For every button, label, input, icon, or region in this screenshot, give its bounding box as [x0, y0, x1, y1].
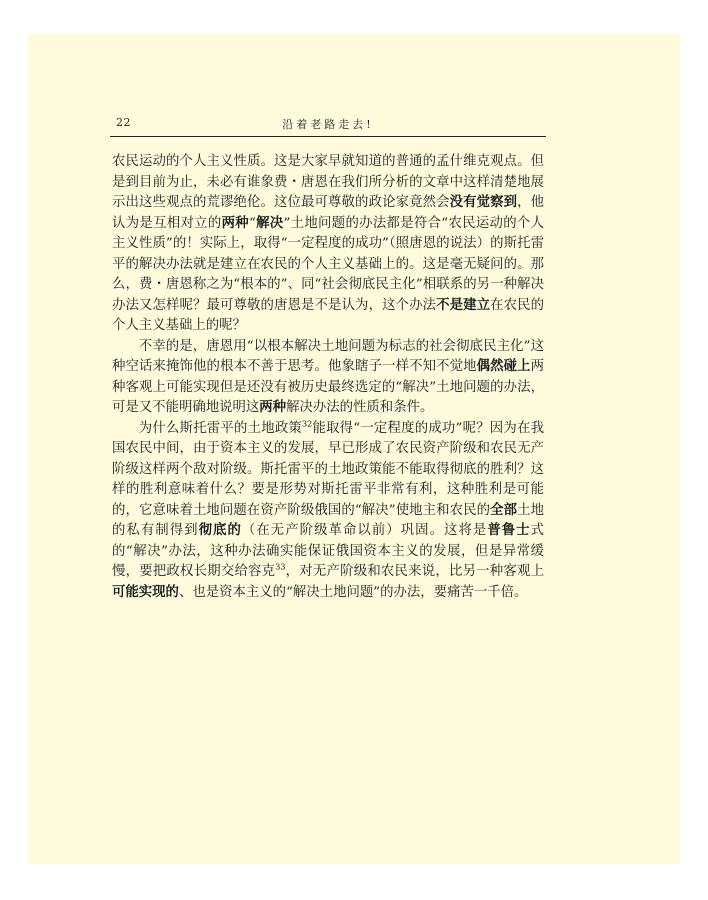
page-number: 22 — [116, 116, 131, 129]
paragraph — [112, 419, 544, 604]
body-text — [112, 152, 544, 603]
text-run: 两种客观上可能实现但是还没有被历史最终选定的“解决”土地问题的办法，可是又不能明确地说明这 — [112, 359, 544, 415]
text-run: 式的“解决”办法，这种办法确实能保证俄国资本主义的发展，但是异常缓慢，要把政权长期交给容克 — [112, 523, 545, 579]
text-run: （在无产阶级革命以前）巩固。这将是 — [241, 523, 488, 538]
text-run: ，他认为是互相对立的 — [112, 195, 545, 231]
text-run: 能取得“一定程度的成功”呢？因为在我国农民中间，由于资本主义的发展，早已形成了农民资产阶级和农民无产阶级这样两个敌对阶级。斯托雷平的土地政策能不能取得彻底的胜利？这样的胜利意味着什么？要是形势对斯托雷平非常有利，这种胜利是可能的，它意味着土地问题在资产阶级俄国的“解决”使地主和农民的 — [112, 420, 544, 518]
text-run: ，对无产阶级和农民来说，比另一种客观上 — [285, 564, 544, 579]
footnote-marker: 32 — [302, 419, 313, 429]
page-header — [110, 114, 546, 137]
footnote-marker: 33 — [275, 562, 286, 572]
text-run: 不幸的是，唐恩用“以根本解决土地问题为标志的社会彻底民主化”这种空话来掩饰他的根本不善于思考。他象瞎子一样不知不觉地 — [112, 338, 544, 374]
emphasized-text: 解决 — [255, 215, 284, 231]
emphasized-text: 彻底的 — [198, 523, 242, 538]
text-run: 在农民的个人主义基础上的呢？ — [112, 297, 545, 333]
emphasized-text: 全部 — [490, 502, 518, 518]
emphasized-text: 偶然碰上 — [476, 359, 531, 374]
emphasized-text: 不是建立 — [436, 297, 491, 313]
text-run: 为什么斯托雷平的土地政策 — [138, 420, 303, 436]
text-run: 农民运动的个人主义性质。这是大家早就知道的普通的孟什维克观点。但是到目前为止，未必有谁象费・唐恩在我们所分析的文章中这样清楚地展示出这些观点的荒谬绝伦。这位最可尊敬的政论家竟然会 — [112, 154, 544, 210]
text-run: ”土地问题的办法都是符合“农民运动的个人主义性质”的！实际上，取得“一定程度的成功”（照唐恩的说法）的斯托雷平的解决办法就是建立在农民的个人主义基础上的。这是毫无疑问的。那么，费・唐恩称之为“根本的”、同“社会彻底民主化”相联系的另一种解决办法又怎样呢？最可尊敬的唐恩是不是认为，这个办法 — [112, 215, 545, 313]
paragraph — [112, 337, 544, 419]
emphasized-text: 没有觉察到 — [449, 195, 518, 210]
emphasized-text: 两种 — [259, 400, 287, 415]
text-run: 、也是资本主义的“解决土地问题”的办法，要痛苦一千倍。 — [178, 584, 528, 600]
emphasized-text: 两种 — [221, 215, 249, 231]
text-run: 解决办法的性质和条件。 — [286, 400, 434, 415]
emphasized-text: 普鲁士 — [487, 523, 531, 538]
text-run: “ — [248, 215, 256, 231]
running-title: 沿着老路走去! — [282, 118, 374, 131]
emphasized-text: 可能实现的 — [112, 584, 179, 600]
paragraph — [112, 152, 544, 337]
text-run: 土地的私有制得到 — [112, 502, 544, 538]
